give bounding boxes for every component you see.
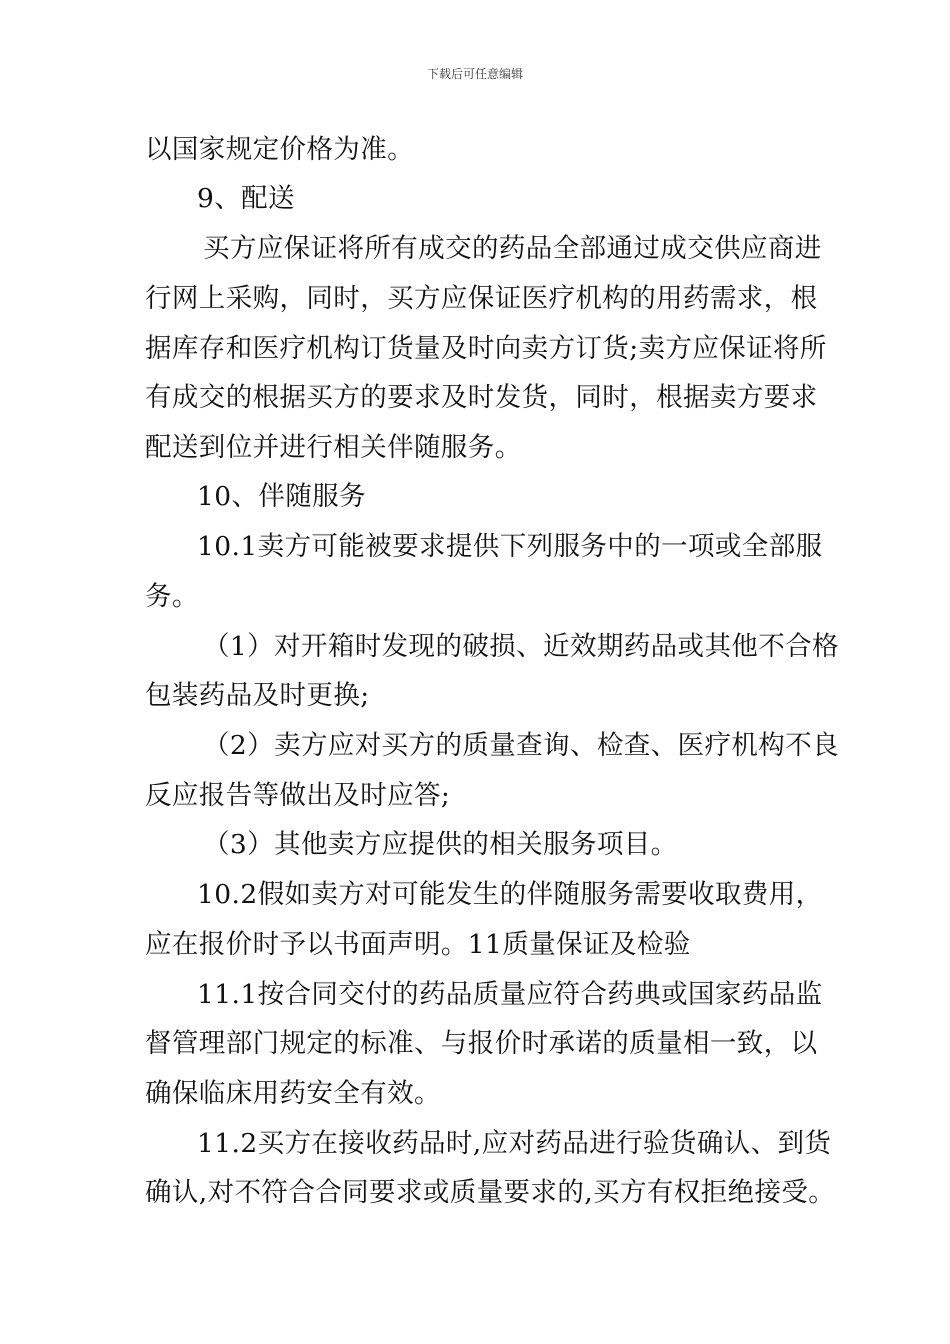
paragraph-line: 行网上采购，同时，买方应保证医疗机构的用药需求，根 bbox=[145, 283, 818, 314]
list-item-line: 反应报告等做出及时应答; bbox=[145, 780, 451, 811]
paragraph-line: 11.2买方在接收药品时,应对药品进行验货确认、到货 bbox=[197, 1128, 832, 1159]
paragraph-line: 10.1卖方可能被要求提供下列服务中的一项或全部服 bbox=[197, 531, 823, 562]
list-item-line: （1）对开箱时发现的破损、近效期药品或其他不合格 bbox=[203, 631, 839, 662]
paragraph-line: 督管理部门规定的标准、与报价时承诺的质量相一致，以 bbox=[145, 1028, 818, 1059]
section-heading: 10、伴随服务 bbox=[197, 481, 367, 512]
paragraph-line: 据库存和医疗机构订货量及时向卖方订货;卖方应保证将所 bbox=[145, 333, 827, 364]
paragraph-line: 应在报价时予以书面声明。11质量保证及检验 bbox=[145, 929, 691, 960]
paragraph-line: 买方应保证将所有成交的药品全部通过成交供应商进 bbox=[203, 233, 822, 264]
paragraph-line: 配送到位并进行相关伴随服务。 bbox=[145, 432, 522, 463]
page-header: 下载后可任意编辑 bbox=[426, 67, 523, 81]
paragraph-line: 务。 bbox=[145, 581, 199, 612]
section-heading: 9、配送 bbox=[197, 183, 295, 214]
paragraph-line: 11.1按合同交付的药品质量应符合药典或国家药品监 bbox=[197, 979, 823, 1010]
paragraph-line: 有成交的根据买方的要求及时发货，同时，根据卖方要求 bbox=[145, 382, 818, 413]
list-item-line: （2）卖方应对买方的质量查询、检查、医疗机构不良 bbox=[203, 730, 839, 761]
paragraph-line: 确认,对不符合合同要求或质量要求的,买方有权拒绝接受。 bbox=[145, 1177, 836, 1208]
paragraph-line: 以国家规定价格为准。 bbox=[145, 134, 414, 165]
paragraph-line: 确保临床用药安全有效。 bbox=[145, 1078, 441, 1109]
list-item-line: （3）其他卖方应提供的相关服务项目。 bbox=[203, 829, 678, 860]
list-item-line: 包装药品及时更换; bbox=[145, 680, 370, 711]
paragraph-line: 10.2假如卖方对可能发生的伴随服务需要收取费用， bbox=[197, 879, 823, 910]
